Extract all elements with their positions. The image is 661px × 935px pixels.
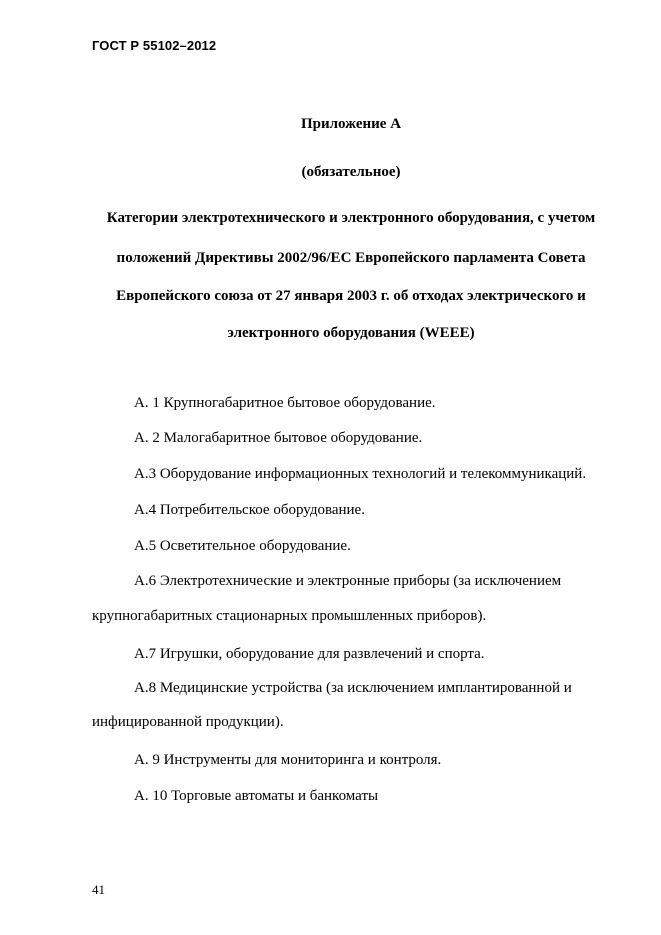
- appendix-heading-line: Категории электротехнического и электронного оборудования, с учетом: [106, 210, 596, 226]
- appendix-title: Приложение А: [300, 116, 402, 132]
- appendix-note: (обязательное): [301, 164, 401, 180]
- standard-header: ГОСТ Р 55102–2012: [92, 38, 217, 53]
- category-item: А.8 Медицинские устройства (за исключением имплантированной и: [134, 680, 572, 696]
- appendix-heading-line: положений Директивы 2002/96/ЕС Европейского парламента Совета: [116, 250, 586, 266]
- category-item: А.5 Осветительное оборудование.: [134, 538, 351, 554]
- category-item: А. 2 Малогабаритное бытовое оборудование.: [134, 430, 423, 446]
- appendix-heading-line: Европейского союза от 27 января 2003 г. об отходах электрического и: [116, 288, 586, 304]
- category-item-continuation: инфицированной продукции).: [92, 714, 284, 730]
- category-item: А.6 Электротехнические и электронные приборы (за исключением: [134, 573, 562, 589]
- appendix-heading-line: электронного оборудования (WEEE): [227, 325, 475, 341]
- category-item: А.3 Оборудование информационных технологий и телекоммуникаций.: [134, 466, 587, 482]
- page-number: 41: [92, 882, 105, 897]
- category-item: А.7 Игрушки, оборудование для развлечений и спорта.: [134, 646, 485, 662]
- category-item: А. 1 Крупногабаритное бытовое оборудование.: [134, 395, 436, 411]
- category-item: А. 9 Инструменты для мониторинга и контроля.: [134, 752, 442, 768]
- category-item: А. 10 Торговые автоматы и банкоматы: [134, 788, 379, 804]
- category-item: А.4 Потребительское оборудование.: [134, 502, 365, 518]
- category-item-continuation: крупногабаритных стационарных промышленных приборов).: [92, 608, 487, 624]
